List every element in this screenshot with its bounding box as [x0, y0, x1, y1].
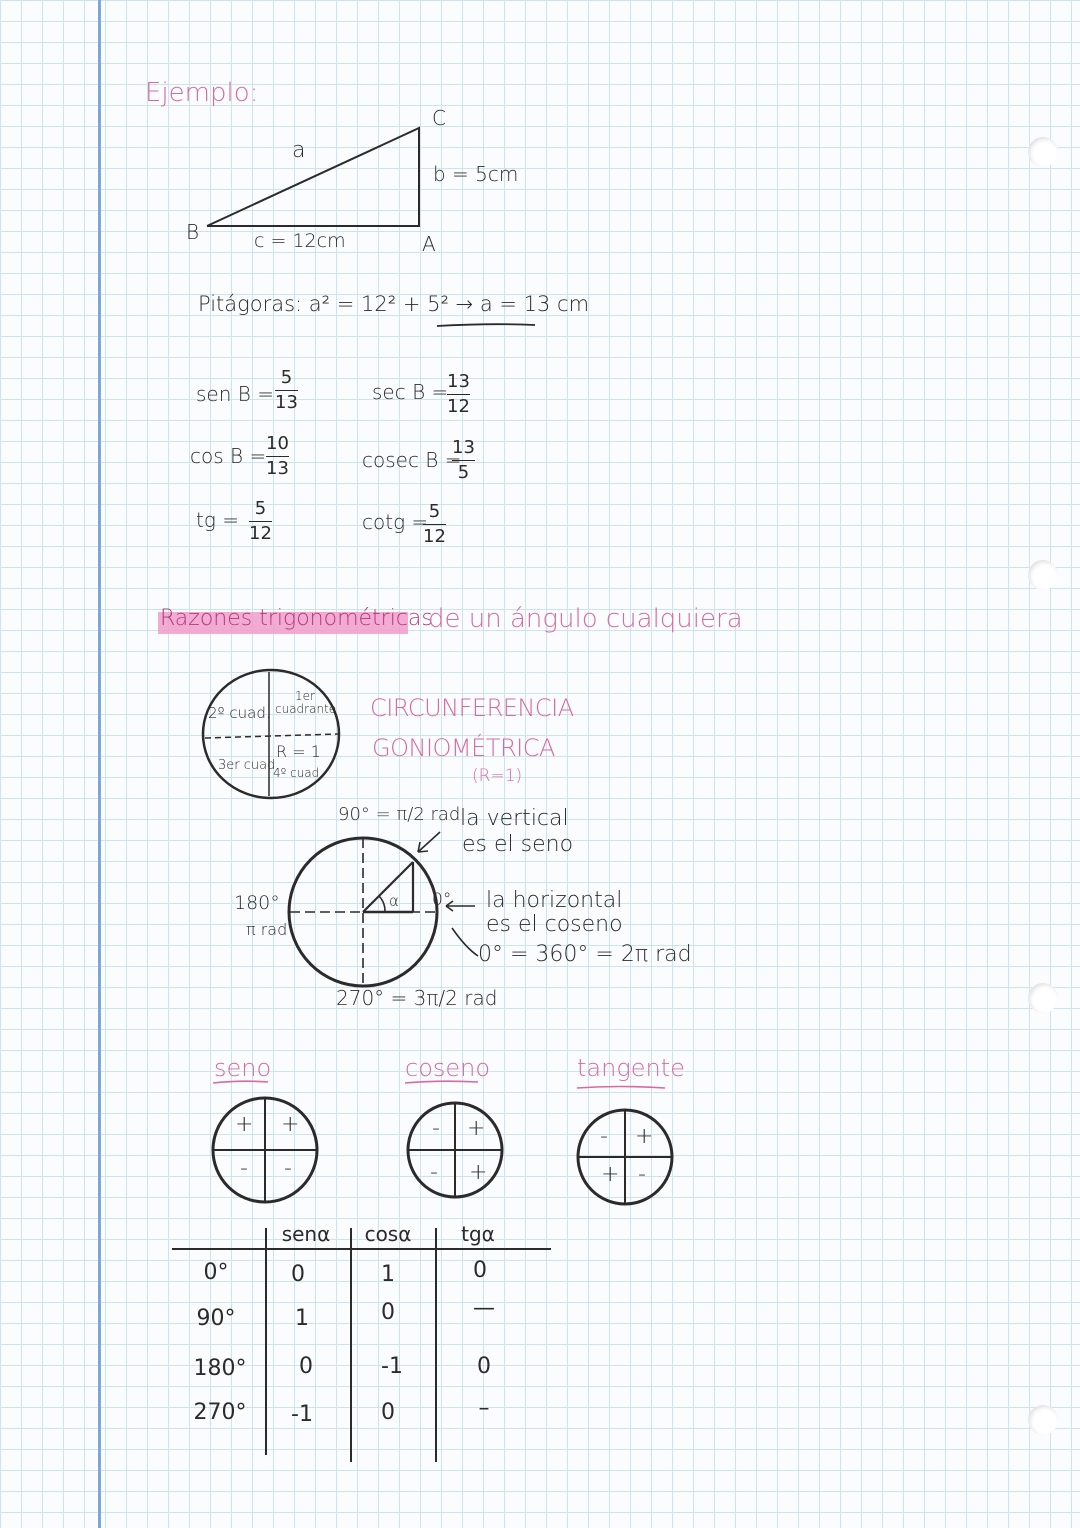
section-title-highlight: Razones trigonométricas: [160, 606, 433, 631]
table-cell: -1: [381, 1354, 403, 1379]
cotg-fraction: 5 12: [423, 501, 446, 547]
label-0: 0°: [432, 890, 452, 910]
table-cell: 0: [473, 1258, 487, 1283]
note-vertical-2: es el seno: [462, 832, 574, 857]
label-270: 270° = 3π/2 rad: [336, 986, 498, 1010]
side-a: a: [292, 138, 306, 163]
cotg-label: cotg =: [362, 510, 429, 534]
sen-label: sen B =: [196, 382, 274, 406]
table-angle: 270°: [193, 1400, 247, 1425]
table-cell: —: [473, 1296, 495, 1321]
seno-q4: -: [284, 1156, 292, 1181]
tg-label: tg =: [196, 508, 239, 532]
radius: [363, 862, 413, 912]
note-horizontal-2: es el coseno: [486, 912, 623, 937]
coseno-q2: -: [432, 1116, 440, 1141]
table-cell: 0: [291, 1262, 305, 1287]
note-vertical-1: la vertical: [460, 806, 569, 831]
heading-coseno: coseno: [405, 1054, 491, 1082]
section-title-rest: de un ángulo cualquiera: [428, 604, 743, 634]
coseno-q1: +: [467, 1116, 486, 1141]
example-title: Ejemplo:: [145, 78, 259, 108]
heading-note: (R=1): [472, 766, 523, 786]
table-cell: -1: [291, 1402, 313, 1427]
label-pi: π rad: [246, 920, 288, 939]
seno-q1: +: [281, 1112, 300, 1137]
heading-line2: GONIOMÉTRICA: [372, 734, 555, 762]
tg-fraction: 5 12: [249, 498, 272, 544]
label-180: 180°: [234, 892, 280, 914]
vertex-a: A: [422, 232, 436, 256]
table-cell: 0: [477, 1354, 491, 1379]
underline: [437, 324, 535, 326]
label-90: 90° = π/2 rad: [338, 804, 461, 825]
r-label: R = 1: [276, 742, 321, 761]
tangente-q3: +: [601, 1162, 620, 1187]
heading-seno: seno: [214, 1054, 272, 1082]
table-cell: 1: [295, 1306, 309, 1331]
table-header: tgα: [461, 1222, 495, 1246]
table-angle: 90°: [196, 1306, 236, 1331]
pythagoras: Pitágoras: a² = 12² + 5² → a = 13 cm: [198, 292, 590, 316]
table-angle: 180°: [193, 1356, 247, 1381]
label-full-turn: 0° = 360° = 2π rad: [478, 942, 692, 967]
arrow-full: [452, 928, 478, 956]
seno-q3: -: [240, 1156, 248, 1181]
sec-fraction: 13 12: [447, 371, 470, 417]
coseno-q4: +: [469, 1160, 488, 1185]
table-cell: 0: [381, 1400, 395, 1425]
coseno-q3: -: [430, 1160, 438, 1185]
alpha-label: α: [389, 892, 399, 910]
cosec-fraction: 13 5: [452, 437, 475, 483]
tangente-q1: +: [635, 1124, 654, 1149]
tangente-q2: -: [600, 1124, 608, 1149]
cos-fraction: 10 13: [266, 433, 289, 479]
q3-label: 3er cuad.: [218, 758, 280, 773]
table-cell: –: [478, 1396, 490, 1421]
sign-circle-tangente: [578, 1110, 672, 1204]
table-cell: 0: [299, 1354, 313, 1379]
table-cell: 0: [381, 1300, 395, 1325]
q1-label: 1er cuadrante: [275, 689, 337, 716]
cos-label: cos B =: [190, 444, 267, 468]
tangente-q4: -: [638, 1162, 646, 1187]
table-cell: 1: [381, 1262, 395, 1287]
sign-circle-seno: [213, 1098, 317, 1202]
table-header: cosα: [364, 1222, 412, 1246]
note-horizontal-1: la horizontal: [486, 888, 623, 913]
triangle: [207, 128, 419, 226]
seno-q2: +: [235, 1112, 254, 1137]
heading-tangente: tangente: [577, 1054, 685, 1082]
table-header: senα: [281, 1222, 331, 1246]
arrow-vertical: [418, 832, 440, 852]
heading-line1: CIRCUNFERENCIA: [370, 694, 574, 722]
vertex-b: B: [186, 220, 200, 244]
sec-label: sec B =: [372, 380, 449, 404]
cosec-label: cosec B =: [362, 448, 462, 472]
sign-circle-coseno: [408, 1103, 502, 1197]
q2-label: 2º cuad.: [208, 704, 271, 722]
vertex-c: C: [432, 106, 446, 130]
side-b: b = 5cm: [433, 162, 519, 186]
sen-fraction: 5 13: [275, 367, 298, 413]
side-c: c = 12cm: [254, 230, 346, 252]
table-angle: 0°: [203, 1260, 229, 1285]
q4-label: 4º cuad.: [273, 766, 324, 780]
